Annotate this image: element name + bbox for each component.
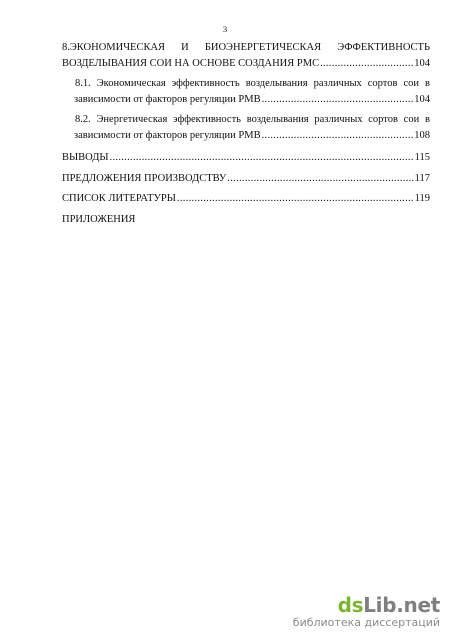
toc-entry-title: зависимости от факторов регуляции РМВ: [74, 129, 261, 141]
toc-word: возделывания: [246, 114, 309, 125]
toc-word: 8.ЭКОНОМИЧЕСКАЯ: [62, 42, 166, 53]
watermark-logo-lib: Lib: [363, 593, 397, 617]
toc-word: возделывания: [245, 78, 308, 89]
watermark-logo-ds: ds: [337, 593, 364, 617]
toc-page-number: 117: [414, 172, 430, 184]
toc-entry-references[interactable]: [62, 191, 430, 207]
toc-word: БИОЭНЕРГЕТИЧЕСКАЯ: [204, 42, 322, 53]
toc-entry-title: ВОЗДЕЛЫВАНИЯ СОИ НА ОСНОВЕ СОЗДАНИЯ РМС: [62, 57, 320, 69]
toc-page-number: 115: [414, 152, 430, 163]
table-of-contents: [62, 40, 430, 234]
toc-word: эффективность: [171, 78, 240, 89]
toc-word: 8.2.: [75, 114, 91, 125]
toc-page-number: 108: [414, 129, 430, 141]
toc-entry-chapter-8[interactable]: [62, 40, 430, 71]
toc-word: 8.1.: [75, 78, 91, 89]
toc-entry-title: СПИСОК ЛИТЕРАТУРЫ: [62, 193, 176, 204]
toc-word: сортов: [367, 78, 398, 89]
toc-word: Энергетическая: [96, 114, 168, 125]
page-number: 3: [222, 24, 228, 34]
toc-entry-section-8-1[interactable]: [62, 76, 430, 107]
toc-word: различных: [313, 78, 362, 89]
toc-entry-proposals[interactable]: [62, 171, 430, 187]
toc-entry-heading-line: [62, 40, 430, 56]
toc-page-number: 104: [414, 93, 430, 105]
toc-word: в: [424, 114, 430, 125]
toc-entry-appendices[interactable]: [62, 212, 430, 228]
toc-word: в: [424, 78, 430, 89]
toc-page-number: 104: [414, 57, 430, 69]
toc-word: различных: [314, 114, 363, 125]
watermark-subtitle: библиотека диссертаций: [292, 616, 440, 629]
dot-leader: [110, 150, 414, 166]
toc-entry-title-line: [62, 171, 430, 187]
toc-entry-title: ПРЕДЛОЖЕНИЯ ПРОИЗВОДСТВУ: [62, 172, 227, 184]
toc-entry-heading-line: [62, 112, 430, 128]
watermark-logo: [293, 594, 440, 616]
dot-leader: [177, 191, 414, 207]
toc-entry-title-line: [62, 191, 430, 207]
toc-page-number: 119: [414, 193, 430, 204]
dot-leader: [320, 56, 413, 72]
toc-word: сортов: [368, 114, 398, 125]
toc-entry-title-line: [62, 128, 430, 144]
dot-leader: [262, 128, 414, 144]
toc-entry-section-8-2[interactable]: [62, 112, 430, 143]
dot-leader: [262, 92, 414, 108]
toc-word: И: [181, 42, 189, 53]
toc-entry-title: ПРИЛОЖЕНИЯ: [62, 213, 136, 225]
toc-entry-conclusions[interactable]: [62, 150, 430, 166]
toc-word: ЭФФЕКТИВНОСТЬ: [337, 42, 430, 53]
toc-word: сои: [403, 114, 420, 125]
watermark-logo-net: .net: [396, 593, 440, 617]
toc-entry-title-line: [62, 212, 430, 228]
toc-word: эффективность: [173, 114, 241, 125]
dot-leader: [227, 171, 413, 187]
toc-word: сои: [403, 78, 419, 89]
toc-entry-title: зависимости от факторов регуляции РМВ: [74, 93, 261, 105]
toc-entry-title-line: [62, 56, 430, 72]
toc-entry-title: ВЫВОДЫ: [62, 152, 109, 163]
toc-entry-title-line: [62, 150, 430, 166]
toc-entry-title-line: [62, 92, 430, 108]
toc-word: Экономическая: [96, 78, 166, 89]
toc-entry-heading-line: [62, 76, 430, 92]
watermark: [293, 594, 440, 629]
